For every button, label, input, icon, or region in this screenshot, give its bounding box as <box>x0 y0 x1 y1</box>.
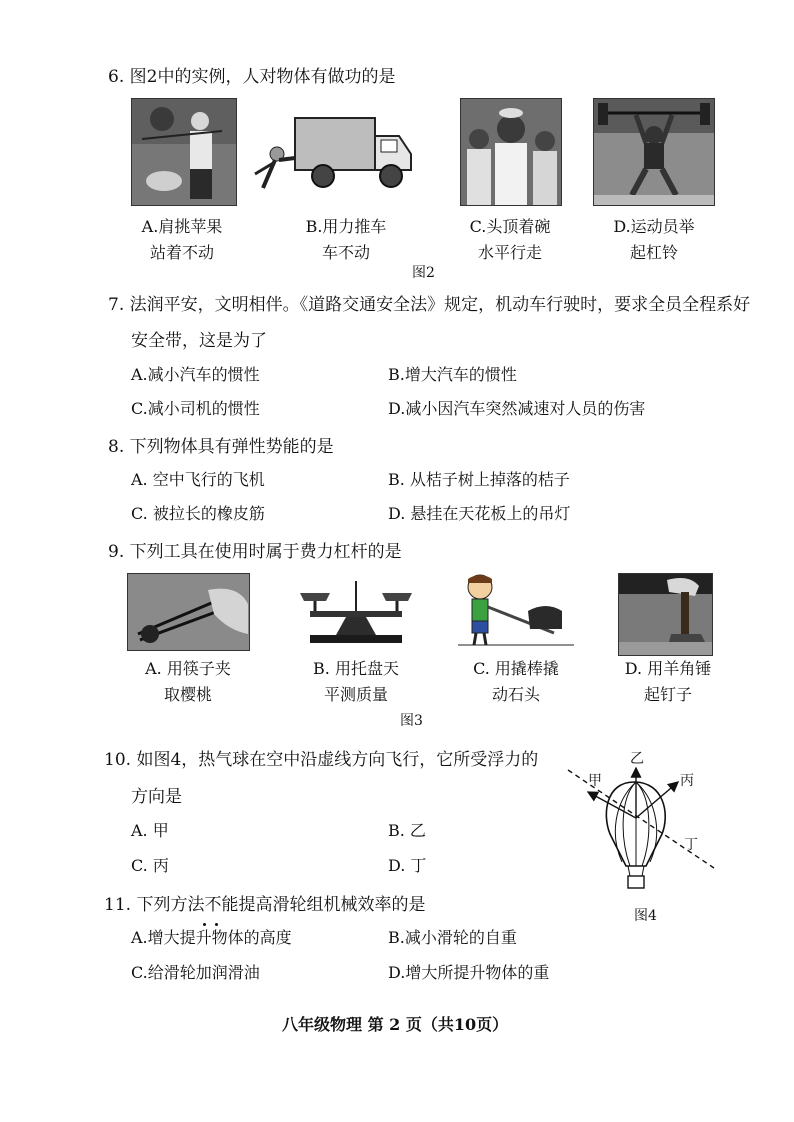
claw-hammer-icon <box>619 574 712 655</box>
balloon-label-jia: 甲 <box>588 773 602 789</box>
hot-air-balloon-icon <box>560 742 730 900</box>
q10-option-a[interactable]: A. 甲 <box>131 821 169 840</box>
q9-option-a[interactable] <box>126 656 250 708</box>
q9-photo-b <box>296 573 416 645</box>
q8-option-b[interactable]: B. 从桔子树上掉落的桔子 <box>388 470 570 489</box>
q6-option-a[interactable] <box>120 214 244 266</box>
q6-option-b-line2: 车不动 <box>321 243 370 262</box>
q11-option-c[interactable]: C.给滑轮加润滑油 <box>131 963 260 982</box>
q9-option-d-line1: D. 用羊角锤 <box>624 659 712 678</box>
q9-option-c-line1: C. 用撬棒撬 <box>473 659 559 678</box>
q6-option-c-line2: 水平行走 <box>477 243 542 262</box>
q11-option-b[interactable]: B.减小滑轮的自重 <box>388 928 517 947</box>
q9-option-b-line2: 平测质量 <box>323 685 388 704</box>
figure-4-label: 图4 <box>634 908 657 924</box>
q10-option-d[interactable]: D. 丁 <box>388 856 427 875</box>
crowbar-stone-icon <box>458 573 574 649</box>
q6-option-b-line1: B.用力推车 <box>305 217 387 236</box>
q7-option-a[interactable]: A.减小汽车的惯性 <box>131 365 260 384</box>
q7-stem-line1: 7. 法润平安，文明相伴。《道路交通安全法》规定，机动车行驶时，要求全员全程系好 <box>108 295 751 315</box>
q9-option-d[interactable] <box>606 656 730 708</box>
q8-option-c[interactable]: C. 被拉长的橡皮筋 <box>131 504 265 523</box>
q7-option-b[interactable]: B.增大汽车的惯性 <box>388 365 517 384</box>
q6-option-b[interactable] <box>284 214 408 266</box>
children-walking-icon <box>461 99 561 205</box>
q9-option-b-line1: B. 用托盘天 <box>313 659 399 678</box>
q7-option-d[interactable]: D.减小因汽车突然减速对人员的伤害 <box>388 399 646 418</box>
q11-option-a[interactable]: A.增大提升物体的高度 <box>131 928 292 947</box>
q6-option-a-line1: A.肩挑苹果 <box>141 217 223 236</box>
q9-photo-d <box>618 573 713 656</box>
q6-option-d[interactable] <box>592 214 716 266</box>
q10-stem-line1: 10. 如图4，热气球在空中沿虚线方向飞行，它所受浮力的 <box>104 750 539 770</box>
q9-option-d-line2: 起钉子 <box>643 685 692 704</box>
q6-photo-c <box>460 98 562 206</box>
q9-option-c[interactable] <box>454 656 578 708</box>
q11-stem: 11. 下列方法不能提高滑轮组机械效率的是 <box>104 895 426 915</box>
q8-option-a[interactable]: A. 空中飞行的飞机 <box>131 470 265 489</box>
q8-stem: 8. 下列物体具有弹性势能的是 <box>108 437 334 457</box>
q9-option-c-line2: 动石头 <box>491 685 540 704</box>
q10-option-b[interactable]: B. 乙 <box>388 821 426 840</box>
q6-option-c-line1: C.头顶着碗 <box>469 217 551 236</box>
q8-option-d[interactable]: D. 悬挂在天花板上的吊灯 <box>388 504 571 523</box>
q9-option-a-line2: 取樱桃 <box>163 685 212 704</box>
q6-option-a-line2: 站着不动 <box>149 243 214 262</box>
q9-option-b[interactable] <box>294 656 418 708</box>
figure-3-label: 图3 <box>400 713 423 729</box>
q6-option-d-line1: D.运动员举 <box>613 217 695 236</box>
q11-option-d[interactable]: D.增大所提升物体的重 <box>388 963 550 982</box>
q6-stem: 6. 图2中的实例，人对物体有做功的是 <box>108 67 396 87</box>
q9-option-a-line1: A. 用筷子夹 <box>145 659 231 678</box>
balance-scale-icon <box>296 573 416 645</box>
page-footer: 八年级物理 第 2 页（共10页） <box>282 1015 509 1034</box>
chopsticks-icon <box>128 574 249 650</box>
truck-push-icon <box>249 102 417 198</box>
figure-4 <box>560 742 730 900</box>
figure-2-label: 图2 <box>412 265 435 281</box>
q6-photo-b <box>249 102 417 198</box>
q6-option-d-line2: 起杠铃 <box>629 243 678 262</box>
q9-photo-c <box>458 573 574 649</box>
q10-option-c[interactable]: C. 丙 <box>131 856 169 875</box>
balloon-label-bing: 丙 <box>680 773 694 789</box>
q10-stem-line2: 方向是 <box>131 787 182 807</box>
person-shoulder-pole-icon <box>132 99 236 205</box>
q6-photo-a <box>131 98 237 206</box>
balloon-label-yi: 乙 <box>630 751 644 767</box>
q9-stem: 9. 下列工具在使用时属于费力杠杆的是 <box>108 542 402 562</box>
q7-option-c[interactable]: C.减小司机的惯性 <box>131 399 260 418</box>
q6-photo-d <box>593 98 715 206</box>
weightlifter-icon <box>594 99 714 205</box>
balloon-label-ding: 丁 <box>684 837 698 853</box>
q7-stem-line2: 安全带，这是为了 <box>131 331 267 351</box>
q9-photo-a <box>127 573 250 651</box>
q6-option-c[interactable] <box>448 214 572 266</box>
